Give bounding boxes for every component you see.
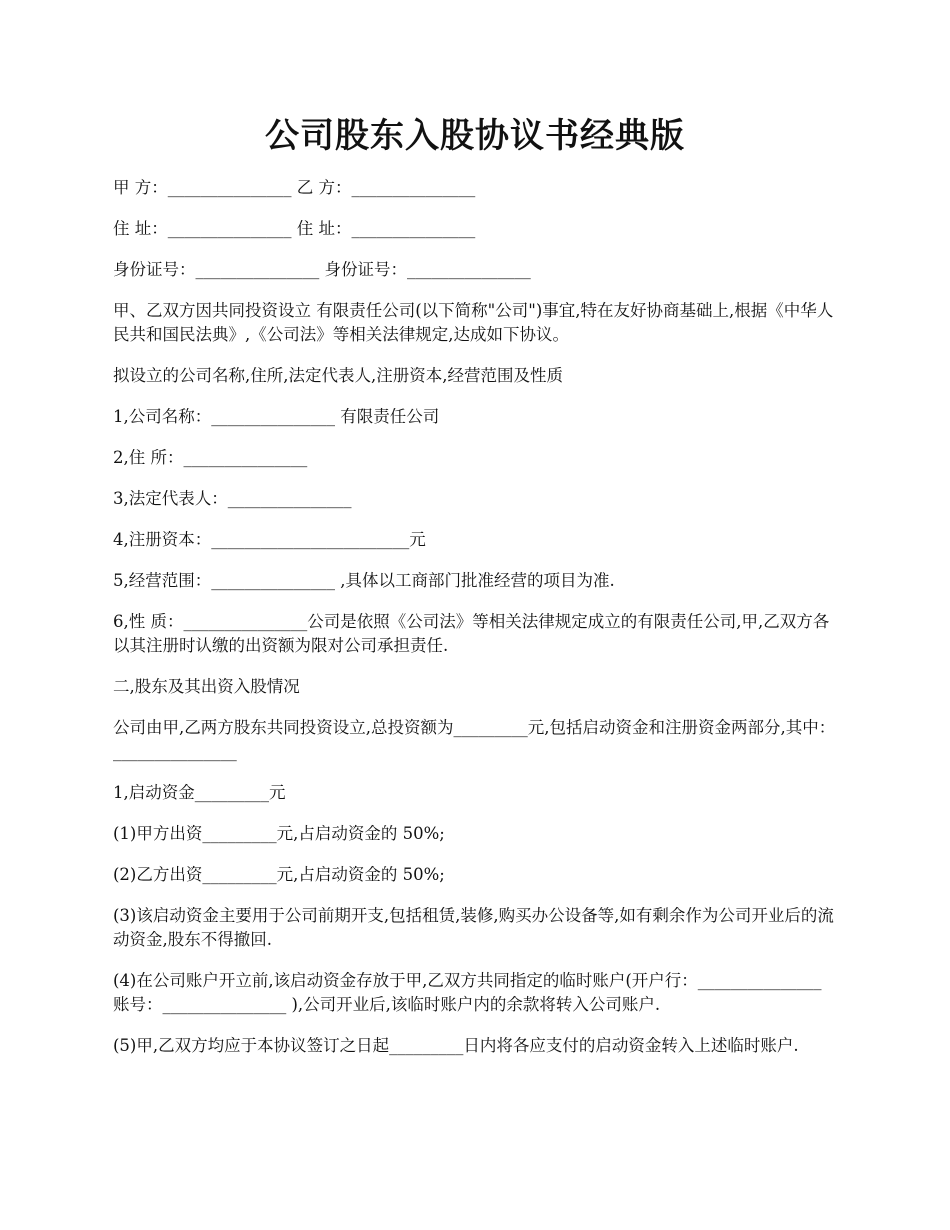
document-body [113,176,843,1075]
party-names-line: 甲 方：_______________ 乙 方：_______________ [113,178,476,197]
clause-registered-capital: 4,注册资本：________________________元 [113,530,426,549]
clause-startup-funds: 1,启动资金_________元 [113,783,286,802]
clause-party-b-contribution: (2)乙方出资_________元,占启动资金的 50%; [113,865,445,884]
clause-transfer-deadline: (5)甲,乙双方均应于本协议签订之日起_________日内将各应支付的启动资金转入上述临时账户. [113,1036,799,1055]
clause-legal-rep: 3,法定代表人：_______________ [113,489,352,508]
clause-business-scope: 5,经营范围：_______________ ,具体以工商部门批准经营的项目为准. [113,571,615,590]
section-heading-shareholders: 二,股东及其出资入股情况 [113,677,300,696]
intro-paragraph: 甲、乙双方因共同投资设立 有限责任公司(以下简称"公司")事宜,特在友好协商基础上,根据《中华人民共和国民法典》,《公司法》等相关法律规定,达成如下协议。 [113,301,834,344]
clause-temporary-account: (4)在公司账户开立前,该启动资金存放于甲,乙双方共同指定的临时账户(开户行：_______________ 账号：_______________ ),公司开业后,该临时账户内的余款将转入公司账户. [113,971,822,1014]
clause-address: 2,住 所：_______________ [113,448,308,467]
section-heading-company: 拟设立的公司名称,住所,法定代表人,注册资本,经营范围及性质 [113,366,563,385]
party-address-line: 住 址：_______________ 住 址：_______________ [113,219,476,238]
clause-party-a-contribution: (1)甲方出资_________元,占启动资金的 50%; [113,824,445,843]
party-id-line: 身份证号：_______________ 身份证号：_______________ [113,260,531,279]
clause-funds-usage: (3)该启动资金主要用于公司前期开支,包括租赁,装修,购买办公设备等,如有剩余作为公司开业后的流动资金,股东不得撤回. [113,906,834,949]
clause-company-name: 1,公司名称：_______________ 有限责任公司 [113,407,440,426]
investment-total-paragraph: 公司由甲,乙两方股东共同投资设立,总投资额为_________元,包括启动资金和注册资金两部分,其中：_______________ [113,718,836,761]
clause-nature: 6,性 质：_______________公司是依照《公司法》等相关法律规定成立的有限责任公司,甲,乙双方各以其注册时认缴的出资额为限对公司承担责任. [113,612,830,655]
document-title: 公司股东入股协议书经典版 [265,116,685,156]
